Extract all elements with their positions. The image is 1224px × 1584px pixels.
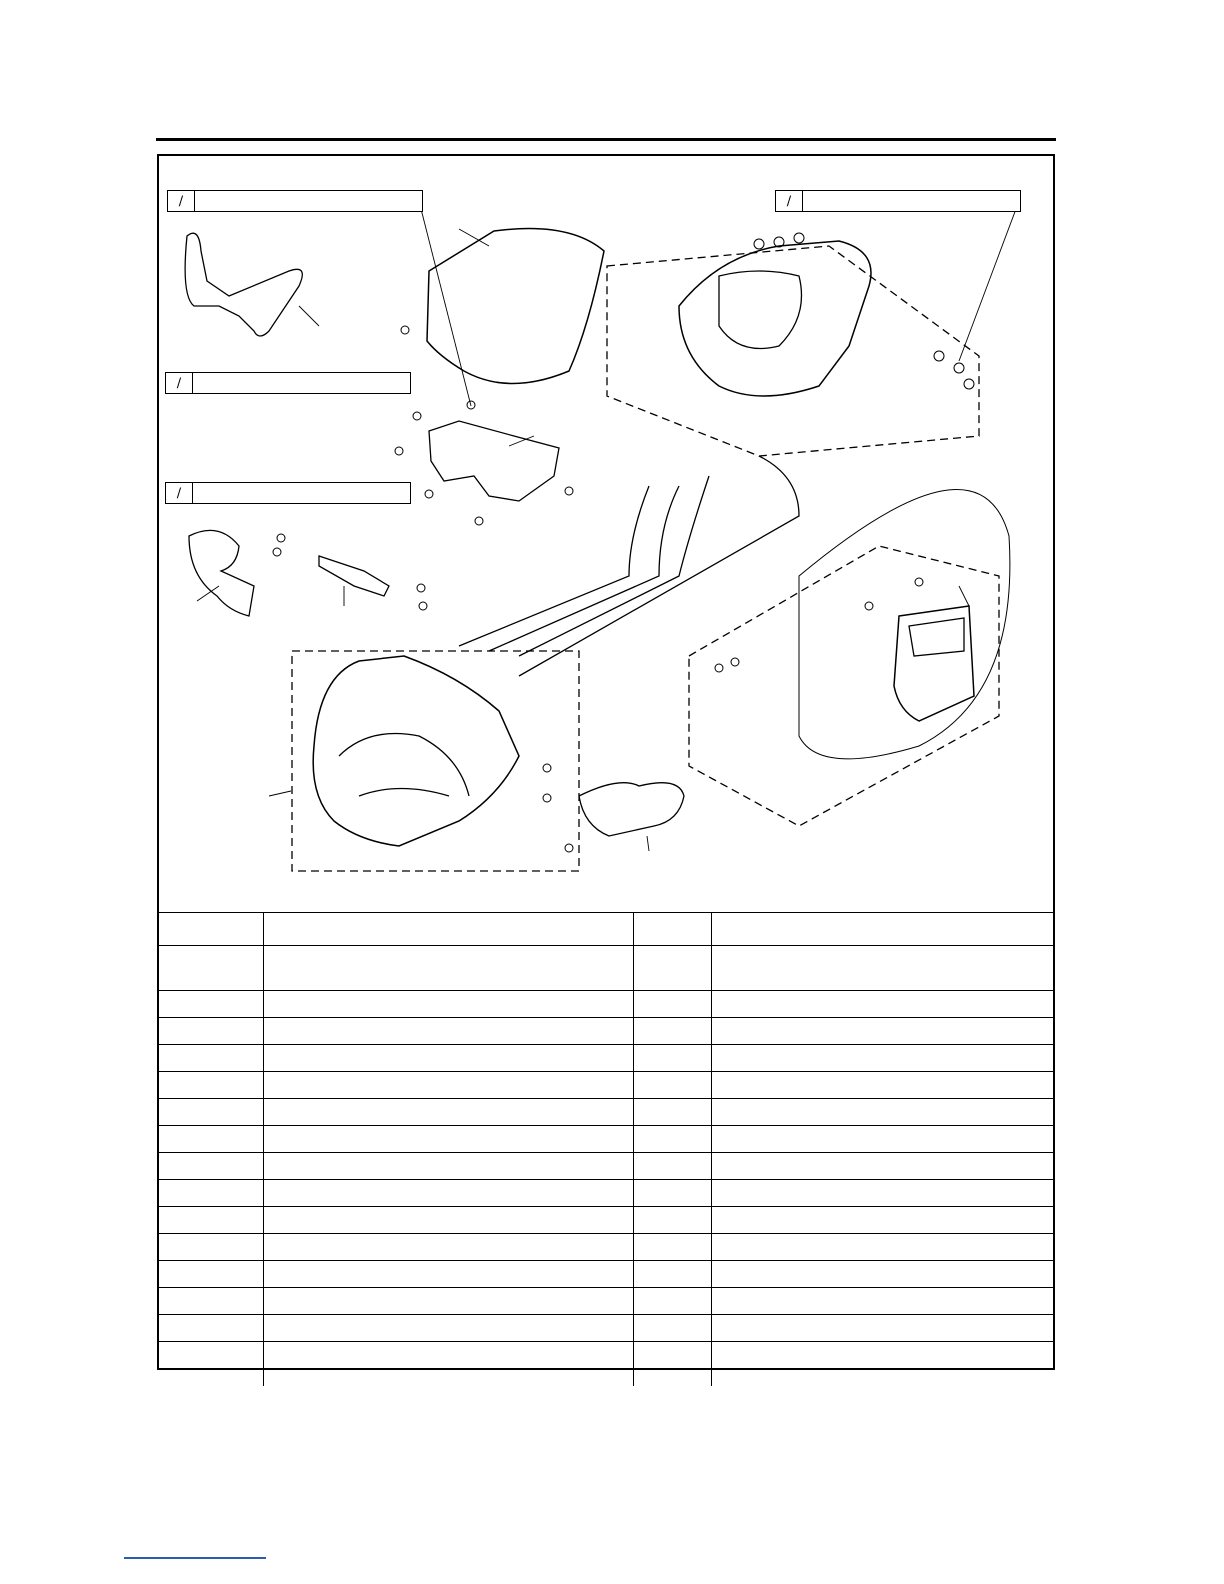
table-row — [159, 1180, 1053, 1207]
table-cell — [159, 1045, 263, 1072]
mirror-left — [189, 530, 254, 616]
table-cell — [633, 1153, 711, 1180]
torque-spec-text — [195, 191, 422, 211]
windshield-bracket — [429, 421, 559, 501]
table-cell — [263, 991, 633, 1018]
table-row — [159, 1018, 1053, 1045]
parts-table — [159, 912, 1053, 1386]
table-cell — [711, 946, 1053, 991]
table-cell — [159, 1315, 263, 1342]
page-top-rule — [156, 138, 1056, 141]
table-cell — [633, 1072, 711, 1099]
table-cell — [711, 1207, 1053, 1234]
windshield — [427, 229, 604, 384]
diagram-drawing — [159, 156, 1053, 912]
table-cell — [159, 946, 263, 991]
table-cell — [159, 1099, 263, 1126]
torque-spec-box-1 — [167, 190, 423, 212]
table-cell — [633, 1288, 711, 1315]
table-row — [159, 991, 1053, 1018]
table-row — [159, 946, 1053, 991]
table-row — [159, 1099, 1053, 1126]
footer-link-underline[interactable] — [124, 1557, 266, 1559]
torque-spec-box-3 — [165, 482, 411, 504]
table-cell — [711, 1234, 1053, 1261]
table-cell — [263, 1153, 633, 1180]
table-cell — [711, 1261, 1053, 1288]
bolts — [273, 233, 974, 852]
table-row — [159, 1153, 1053, 1180]
table-cell — [263, 1018, 633, 1045]
table-cell — [263, 1180, 633, 1207]
table-cell — [711, 1072, 1053, 1099]
table-cell — [711, 1180, 1053, 1207]
torque-spec-text — [193, 483, 410, 503]
table-cell — [633, 1234, 711, 1261]
table-cell — [711, 1099, 1053, 1126]
table-cell — [263, 1045, 633, 1072]
table-header-row — [159, 913, 1053, 946]
table-cell — [711, 991, 1053, 1018]
table-cell — [263, 1207, 633, 1234]
table-cell — [633, 1045, 711, 1072]
exploded-parts-diagram — [159, 156, 1053, 912]
table-cell — [633, 1099, 711, 1126]
table-cell — [263, 1261, 633, 1288]
torque-spec-text — [193, 373, 410, 393]
table-cell — [263, 946, 633, 991]
table-header-cell — [263, 913, 633, 946]
wrench-icon: ∕ — [776, 191, 803, 211]
table-row — [159, 1288, 1053, 1315]
table-cell — [711, 1288, 1053, 1315]
table-cell — [711, 1153, 1053, 1180]
mirror-right — [579, 783, 684, 836]
table-row — [159, 1234, 1053, 1261]
table-cell — [633, 1342, 711, 1387]
lighting-unit — [894, 606, 974, 721]
table-cell — [159, 1018, 263, 1045]
leader-lines — [197, 201, 1019, 851]
table-cell — [633, 1018, 711, 1045]
table-row — [159, 1072, 1053, 1099]
table-row — [159, 1342, 1053, 1387]
table-row — [159, 1126, 1053, 1153]
table-cell — [711, 1315, 1053, 1342]
table-row — [159, 1207, 1053, 1234]
table-cell — [711, 1126, 1053, 1153]
table-header-cell — [711, 913, 1053, 946]
table-cell — [263, 1234, 633, 1261]
side-panel — [185, 233, 302, 336]
table-cell — [263, 1342, 633, 1387]
table-cell — [263, 1099, 633, 1126]
torque-spec-box-2 — [165, 372, 411, 394]
table-header-cell — [633, 913, 711, 946]
table-cell — [263, 1288, 633, 1315]
table-cell — [263, 1315, 633, 1342]
torque-spec-text — [803, 191, 1020, 211]
table-cell — [633, 1315, 711, 1342]
table-cell — [711, 1045, 1053, 1072]
wrench-icon: ∕ — [166, 483, 193, 503]
table-cell — [711, 1018, 1053, 1045]
table-cell — [633, 1261, 711, 1288]
table-header-cell — [159, 913, 263, 946]
table-cell — [159, 1234, 263, 1261]
torque-spec-box-4 — [775, 190, 1021, 212]
table-cell — [263, 1126, 633, 1153]
table-cell — [633, 1207, 711, 1234]
table-cell — [633, 1126, 711, 1153]
table-cell — [159, 1180, 263, 1207]
table-cell — [159, 1126, 263, 1153]
table-row — [159, 1045, 1053, 1072]
table-cell — [711, 1342, 1053, 1387]
table-cell — [159, 1342, 263, 1387]
table-cell — [159, 1261, 263, 1288]
table-cell — [159, 1207, 263, 1234]
document-frame — [157, 154, 1055, 1370]
table-cell — [159, 991, 263, 1018]
table-cell — [159, 1153, 263, 1180]
wrench-icon: ∕ — [166, 373, 193, 393]
table-cell — [159, 1288, 263, 1315]
mirror-stay — [319, 556, 389, 596]
meter-bracket — [679, 241, 871, 396]
table-cell — [633, 946, 711, 991]
table-cell — [159, 1072, 263, 1099]
wrench-icon: ∕ — [168, 191, 195, 211]
table-row — [159, 1261, 1053, 1288]
table-cell — [263, 1072, 633, 1099]
table-cell — [633, 991, 711, 1018]
table-row — [159, 1315, 1053, 1342]
table-cell — [633, 1180, 711, 1207]
